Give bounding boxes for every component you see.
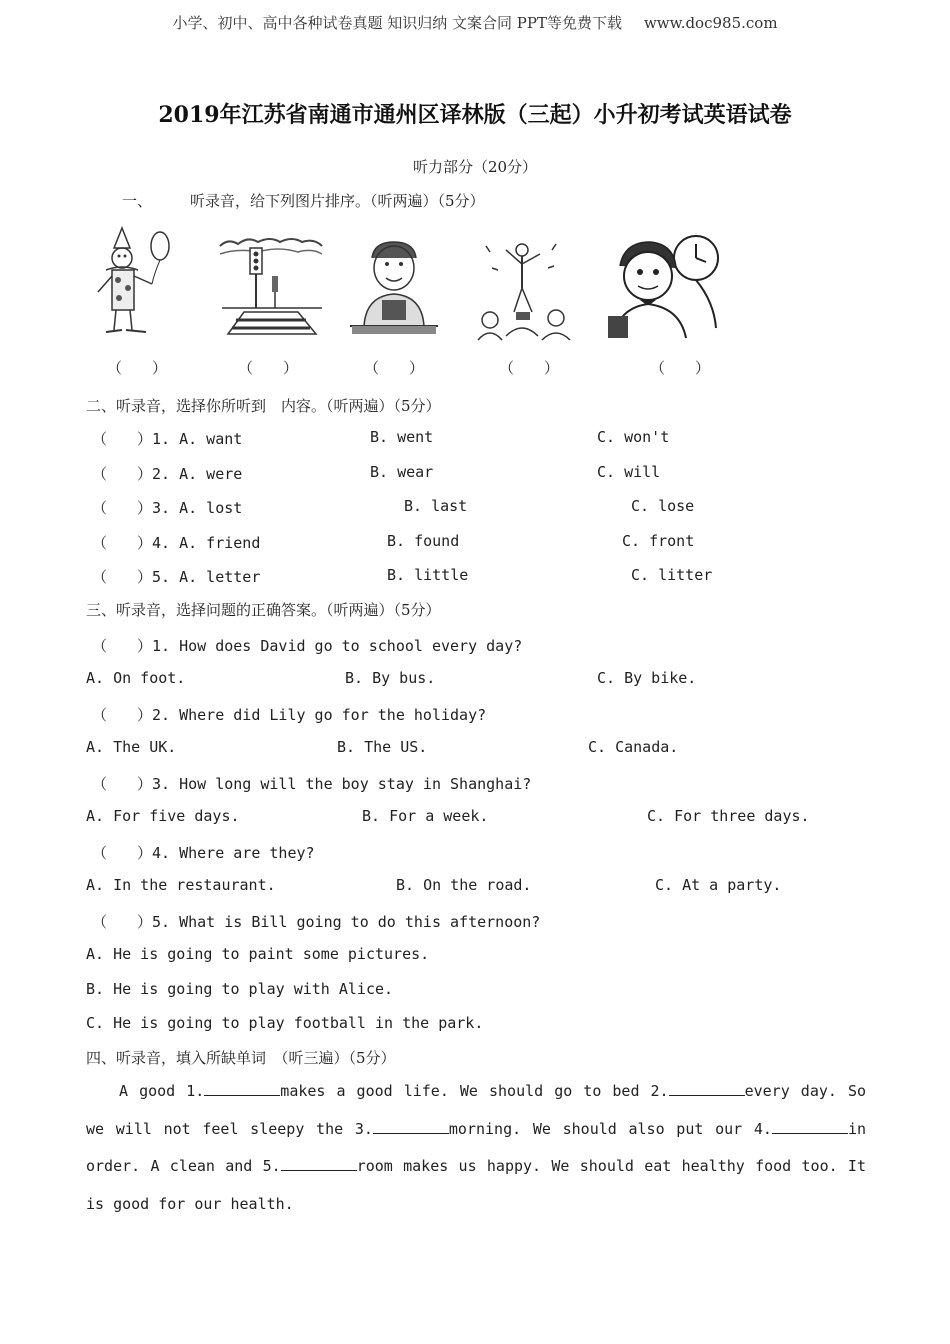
cloze-blank-3[interactable] — [373, 1119, 449, 1134]
cloze-blank-4[interactable] — [772, 1119, 848, 1134]
picture-party — [476, 236, 572, 342]
part2-q3-a: （ ）3. A. lost — [92, 499, 243, 517]
cloze-blank-1[interactable] — [204, 1081, 280, 1096]
part2-q2-c: C. will — [597, 463, 661, 481]
part2-q1-c: C. won't — [597, 428, 670, 446]
part3-q2-c: C. Canada. — [588, 738, 679, 756]
listening-subtitle: 听力部分（20分） — [412, 158, 538, 176]
answer-paren-5[interactable]: （ ） — [650, 359, 711, 377]
part3-q3-c: C. For three days. — [647, 807, 810, 825]
part2-q1-a: （ ）1. A. want — [92, 430, 243, 448]
cloze-text-1: A good 1. — [119, 1082, 205, 1100]
part2-q3-c: C. lose — [631, 497, 695, 515]
part2-q5-c: C. litter — [631, 566, 713, 584]
part2-q2-b: B. wear — [370, 463, 434, 481]
part2-q4-a: （ ）4. A. friend — [92, 534, 261, 552]
part3-q3-question: （ ）3. How long will the boy stay in Shanghai? — [92, 775, 532, 793]
picture-clown — [92, 226, 174, 342]
part1-heading: 听录音，给下列图片排序。（听两遍）（5分） — [190, 192, 485, 210]
part3-heading: 三、听录音，选择问题的正确答案。（听两遍）（5分） — [86, 601, 441, 619]
part3-q4-c: C. At a party. — [655, 876, 782, 894]
part3-q1-question: （ ）1. How does David go to school every day? — [92, 637, 523, 655]
part2-q1-b: B. went — [370, 428, 434, 446]
cloze-text-6: room makes us happy. We should eat healthy food too. It is good for our health. — [86, 1157, 866, 1213]
picture-traffic-light — [218, 236, 324, 336]
part2-heading: 二、听录音，选择你所听到 内容。（听两遍）（5分） — [86, 397, 441, 415]
cloze-paragraph — [86, 1073, 866, 1223]
part3-q5-c: C. He is going to play football in the park. — [86, 1014, 484, 1032]
picture-clock-man — [604, 232, 724, 342]
part3-q2-question: （ ）2. Where did Lily go for the holiday? — [92, 706, 487, 724]
cloze-blank-5[interactable] — [281, 1156, 357, 1171]
part3-q4-question: （ ）4. Where are they? — [92, 844, 315, 862]
cloze-text-2: makes a good life. We should go to bed 2. — [280, 1082, 669, 1100]
answer-paren-2[interactable]: （ ） — [238, 359, 299, 377]
part3-q3-b: B. For a week. — [362, 807, 489, 825]
part1-number: 一、 — [122, 192, 153, 210]
answer-paren-1[interactable]: （ ） — [107, 359, 168, 377]
answer-paren-3[interactable]: （ ） — [364, 359, 425, 377]
header-text: 小学、初中、高中各种试卷真题 知识归纳 文案合同 PPT等免费下载 — [172, 14, 622, 32]
cloze-blank-2[interactable] — [669, 1081, 745, 1096]
part2-q2-a: （ ）2. A. were — [92, 465, 243, 483]
part2-q4-b: B. found — [387, 532, 460, 550]
part3-q4-b: B. On the road. — [396, 876, 532, 894]
part4-heading: 四、听录音，填入所缺单词 （听三遍）（5分） — [86, 1049, 396, 1067]
part3-q1-b: B. By bus. — [345, 669, 436, 687]
part2-q5-a: （ ）5. A. letter — [92, 568, 261, 586]
cloze-text-3: every day. So we will not feel sleepy the 3. — [86, 1082, 867, 1138]
picture-boy-eating — [346, 238, 442, 338]
cloze-text-5: in order. A clean and 5. — [86, 1119, 866, 1175]
part2-q4-c: C. front — [622, 532, 695, 550]
exam-title: 2019年江苏省南通市通州区译林版（三起）小升初考试英语试卷 — [158, 102, 792, 128]
answer-paren-4[interactable]: （ ） — [499, 359, 560, 377]
cloze-text-4: morning. We should also put our 4. — [448, 1119, 772, 1138]
part3-q5-question: （ ）5. What is Bill going to do this afternoon? — [92, 913, 541, 931]
part3-q2-a: A. The UK. — [86, 738, 177, 756]
part3-q2-b: B. The US. — [337, 738, 428, 756]
part2-q3-b: B. last — [404, 497, 468, 515]
part3-q1-a: A. On foot. — [86, 669, 186, 687]
part2-q5-b: B. little — [387, 566, 469, 584]
header-site[interactable]: www.doc985.com — [643, 14, 778, 32]
part3-q1-c: C. By bike. — [597, 669, 697, 687]
page-header — [0, 12, 950, 33]
part3-q4-a: A. In the restaurant. — [86, 876, 276, 894]
part3-q3-a: A. For five days. — [86, 807, 240, 825]
part3-q5-b: B. He is going to play with Alice. — [86, 980, 394, 998]
part3-q5-a: A. He is going to paint some pictures. — [86, 945, 430, 963]
